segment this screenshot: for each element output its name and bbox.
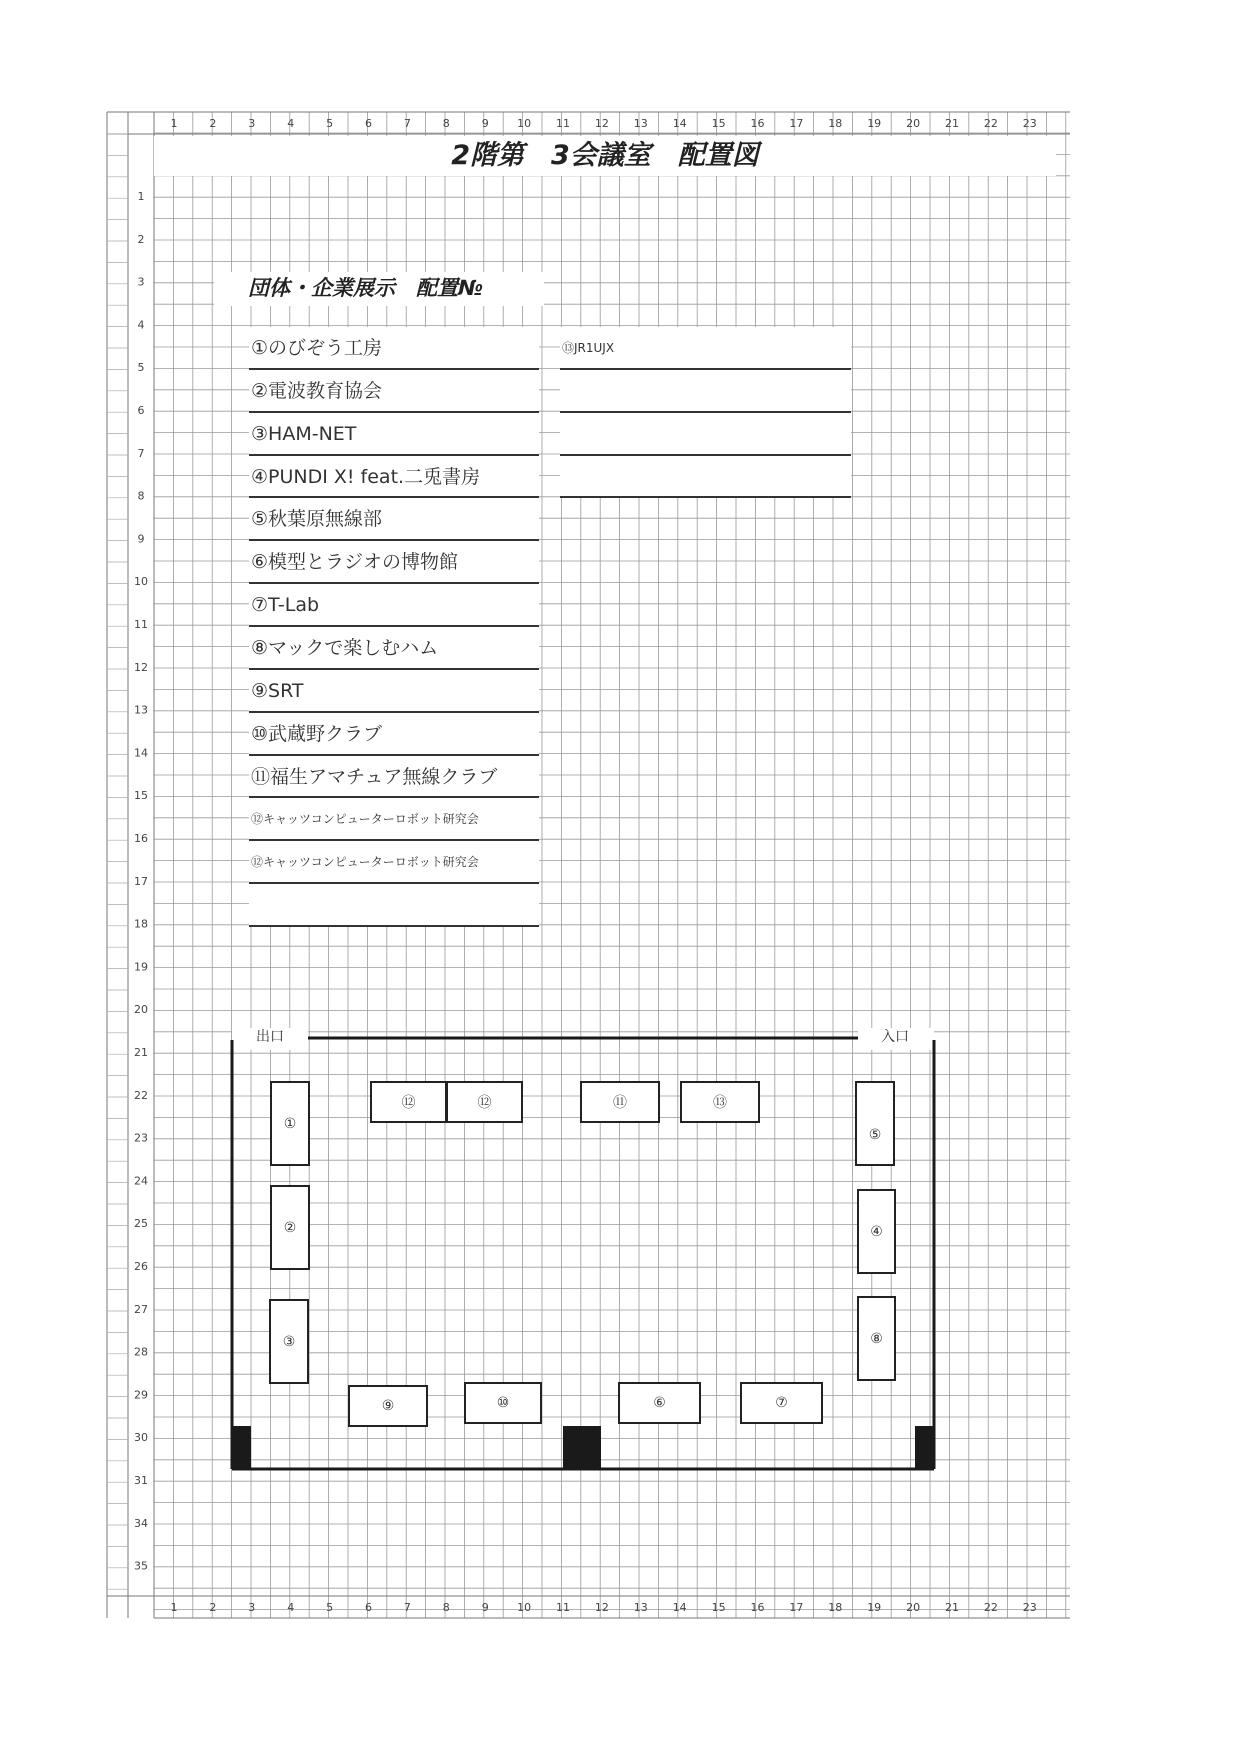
row-number: 1 [137, 190, 145, 203]
row-number: 4 [137, 318, 145, 332]
column-number-bottom: 11 [556, 1601, 570, 1614]
column-number-top: 1 [170, 117, 178, 130]
column-number-top: 6 [365, 117, 372, 130]
column-number-top: 20 [906, 117, 921, 130]
booth-3: ③ [269, 1299, 309, 1384]
column-number-bottom: 3 [248, 1601, 256, 1614]
exhibitor-name: ⑥模型とラジオの博物館 [251, 551, 459, 574]
column-number-bottom: 15 [711, 1601, 726, 1614]
column-number-bottom: 12 [594, 1601, 609, 1614]
row-number: 6 [137, 404, 145, 417]
pillar-right [915, 1426, 934, 1469]
row-number: 13 [134, 703, 148, 717]
column-number-top: 22 [983, 117, 998, 130]
column-number-bottom: 1 [170, 1601, 178, 1614]
column-number-top: 2 [209, 117, 217, 130]
row-number: 31 [134, 1474, 148, 1487]
exhibitor-name: ⑬JR1UJX [562, 341, 615, 355]
column-number-top: 10 [517, 117, 532, 130]
column-number-top: 8 [442, 117, 450, 130]
column-number-bottom: 13 [633, 1601, 648, 1614]
column-number-top: 19 [867, 117, 882, 130]
exhibit-list-heading: 団体・企業展示 配置№ [248, 276, 484, 300]
row-number: 27 [134, 1302, 148, 1316]
column-number-top: 16 [750, 117, 765, 130]
row-number: 21 [134, 1046, 148, 1059]
column-number-top: 14 [672, 117, 687, 130]
row-number: 20 [134, 1003, 148, 1017]
column-number-bottom: 5 [326, 1601, 334, 1614]
row-number: 7 [137, 446, 145, 460]
booth-6: ⑥ [618, 1382, 701, 1424]
row-number: 34 [134, 1516, 148, 1530]
row-number: 35 [134, 1559, 148, 1573]
booth-5: ⑤ [855, 1081, 895, 1166]
column-number-top: 21 [945, 117, 959, 130]
column-number-bottom: 2 [209, 1601, 217, 1614]
row-number: 30 [134, 1431, 148, 1445]
booth-9: ⑨ [348, 1385, 428, 1427]
exhibitor-name: ②電波教育協会 [251, 379, 383, 402]
exhibitor-name: ⑫キャッツコンピューターロボット研究会 [251, 812, 479, 827]
booth-8: ⑧ [857, 1296, 896, 1381]
row-number: 2 [137, 232, 145, 246]
exhibitor-name: ①のびぞう工房 [251, 337, 383, 359]
row-number: 23 [134, 1131, 148, 1145]
booth-12b: ⑫ [446, 1081, 523, 1123]
exhibitor-name: ⑧マックで楽しむハム [251, 637, 439, 659]
column-number-bottom: 22 [983, 1601, 998, 1614]
exhibitor-name: ⑫キャッツコンピューターロボット研究会 [251, 855, 479, 870]
column-number-bottom: 16 [750, 1601, 765, 1614]
row-number: 29 [134, 1388, 148, 1402]
row-number: 12 [134, 660, 148, 674]
page-title: 2階第 3会議室 配置図 [451, 140, 759, 171]
exhibitor-name: ⑤秋葉原無線部 [251, 508, 383, 531]
row-number: 25 [134, 1217, 148, 1231]
row-number: 3 [137, 275, 145, 289]
pillar-left [232, 1426, 251, 1469]
column-number-bottom: 4 [287, 1601, 295, 1614]
row-number: 19 [134, 960, 148, 974]
column-number-top: 9 [481, 117, 489, 130]
column-number-top: 3 [248, 117, 256, 130]
booth-4: ④ [857, 1189, 896, 1274]
booth-10: ⑩ [464, 1382, 542, 1424]
column-number-top: 17 [789, 117, 804, 130]
row-number: 18 [134, 917, 148, 931]
row-number: 8 [137, 489, 145, 503]
row-number: 9 [137, 532, 145, 546]
booth-1: ① [270, 1081, 310, 1166]
row-number: 24 [134, 1174, 148, 1188]
column-number-top: 18 [828, 117, 843, 130]
column-number-top: 15 [711, 117, 726, 130]
column-number-bottom: 20 [906, 1601, 921, 1614]
row-number: 15 [134, 789, 148, 803]
booth-7: ⑦ [740, 1382, 823, 1424]
column-number-bottom: 23 [1022, 1601, 1037, 1614]
row-number: 10 [134, 575, 148, 589]
column-number-bottom: 18 [828, 1601, 843, 1614]
pillar-center [563, 1426, 601, 1469]
column-number-top: 11 [556, 117, 570, 130]
column-number-top: 23 [1022, 117, 1037, 130]
exhibitor-name: ③HAM-NET [251, 422, 357, 445]
column-number-bottom: 21 [945, 1601, 959, 1614]
row-number: 17 [134, 874, 148, 888]
column-number-top: 12 [594, 117, 609, 130]
column-number-top: 7 [403, 117, 411, 130]
column-number-top: 4 [287, 117, 295, 130]
column-number-bottom: 19 [867, 1601, 882, 1614]
booth-2: ② [270, 1185, 310, 1270]
column-number-bottom: 6 [365, 1601, 372, 1614]
column-number-bottom: 14 [672, 1601, 687, 1614]
entrance-label: 入口 [878, 1028, 912, 1046]
column-number-top: 5 [326, 117, 334, 130]
exhibitor-name: ⑦T-Lab [251, 594, 320, 617]
row-number: 22 [134, 1088, 148, 1102]
booth-11: ⑪ [580, 1081, 660, 1123]
exit-label: 出口 [253, 1028, 287, 1046]
row-number: 28 [134, 1345, 148, 1359]
exhibitor-name: ⑩武蔵野クラブ [251, 722, 383, 745]
row-number: 16 [134, 832, 148, 845]
booth-13: ⑬ [680, 1081, 760, 1123]
exhibitor-name: ⑨SRT [251, 679, 304, 702]
column-number-bottom: 17 [789, 1601, 804, 1614]
row-number: 26 [134, 1260, 148, 1273]
row-number: 14 [134, 746, 148, 760]
column-number-top: 13 [633, 117, 648, 130]
column-number-bottom: 7 [403, 1601, 411, 1614]
exhibitor-name: ⑪福生アマチュア無線クラブ [251, 765, 498, 788]
booth-12a: ⑫ [370, 1081, 447, 1123]
column-number-bottom: 9 [481, 1601, 489, 1614]
column-number-bottom: 8 [442, 1601, 450, 1614]
row-number: 11 [134, 618, 148, 631]
column-number-bottom: 10 [517, 1601, 532, 1614]
exhibitor-name: ④PUNDI X! feat.二兎書房 [251, 465, 481, 488]
row-number: 5 [137, 361, 145, 375]
